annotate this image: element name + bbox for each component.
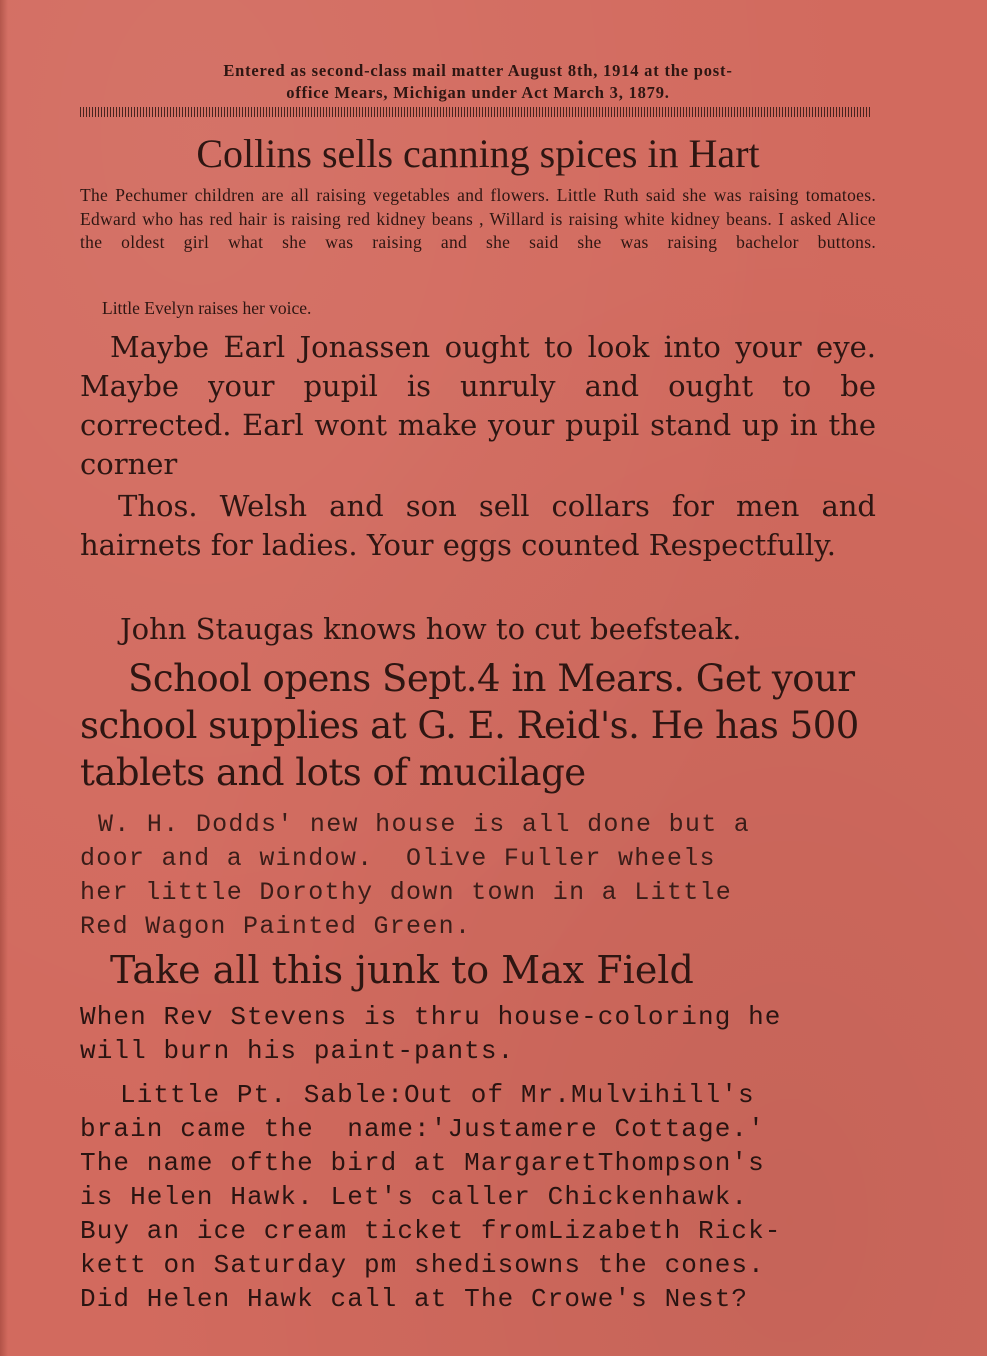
stevens-line-1: When Rev Stevens is thru house-coloring he xyxy=(80,1002,782,1032)
sable-line-7: Did Helen Hawk call at The Crowe's Nest? xyxy=(80,1284,749,1314)
mailing-notice-line-1: Entered as second-class mail matter August 8th, 1914 at the post- xyxy=(223,61,733,80)
dodds-line-3: her little Dorothy down town in a Little xyxy=(80,878,733,907)
dodds-line-1: W. H. Dodds' new house is all done but a xyxy=(98,810,751,839)
school-supplies-ad: School opens Sept.4 in Mears. Get your school supplies at G. E. Reid's. He has 500 tablets and lots of mucilage xyxy=(80,657,859,794)
dodds-line-4: Red Wagon Painted Green. xyxy=(80,912,472,941)
sable-line-5: Buy an ice cream ticket fromLizabeth Rick- xyxy=(80,1216,782,1246)
paper-edge-shadow xyxy=(0,0,8,1356)
stevens-paragraph xyxy=(80,1000,876,1068)
mailing-notice-line-2: office Mears, Michigan under Act March 3, 1879. xyxy=(286,83,670,102)
sable-line-3: The name ofthe bird at MargaretThompson's xyxy=(80,1148,765,1178)
sable-line-1: Little Pt. Sable:Out of Mr.Mulvihill's xyxy=(120,1080,755,1110)
earl-jonassen-ad: Maybe Earl Jonassen ought to look into your eye. Maybe your pupil is unruly and ought to be corrected. Earl wont make your pupil stand up in the corner xyxy=(80,330,876,481)
sable-line-2: brain came the name:'Justamere Cottage.' xyxy=(80,1114,765,1144)
dodds-paragraph xyxy=(80,808,876,944)
sable-line-6: kett on Saturday pm shedisowns the cones. xyxy=(80,1250,765,1280)
welsh-ad: Thos. Welsh and son sell collars for men and hairnets for ladies. Your eggs counted Respectfully. xyxy=(80,489,876,562)
hatched-divider-rule xyxy=(80,107,870,117)
sable-line-4: is Helen Hawk. Let's caller Chickenhawk. xyxy=(80,1182,749,1212)
pechumer-paragraph: The Pechumer children are all raising vegetables and flowers. Little Ruth said she was raising tomatoes. Edward who has red hair is raising red kidney beans , Willard is raising white kidney beans. I asked Alice the oldest girl what she was raising and she said she was raising bachelor buttons. xyxy=(80,185,876,252)
staugas-ad: John Staugas knows how to cut beefsteak. xyxy=(120,612,742,646)
dodds-line-2: door and a window. Olive Fuller wheels xyxy=(80,844,716,873)
stevens-line-2: will burn his paint-pants. xyxy=(80,1036,515,1066)
headline-collins: Collins sells canning spices in Hart xyxy=(196,131,760,176)
pt-sable-paragraph xyxy=(80,1078,876,1316)
headline-max-field: Take all this junk to Max Field xyxy=(110,948,694,992)
evelyn-line: Little Evelyn raises her voice. xyxy=(102,298,312,318)
mailing-notice xyxy=(80,60,876,104)
